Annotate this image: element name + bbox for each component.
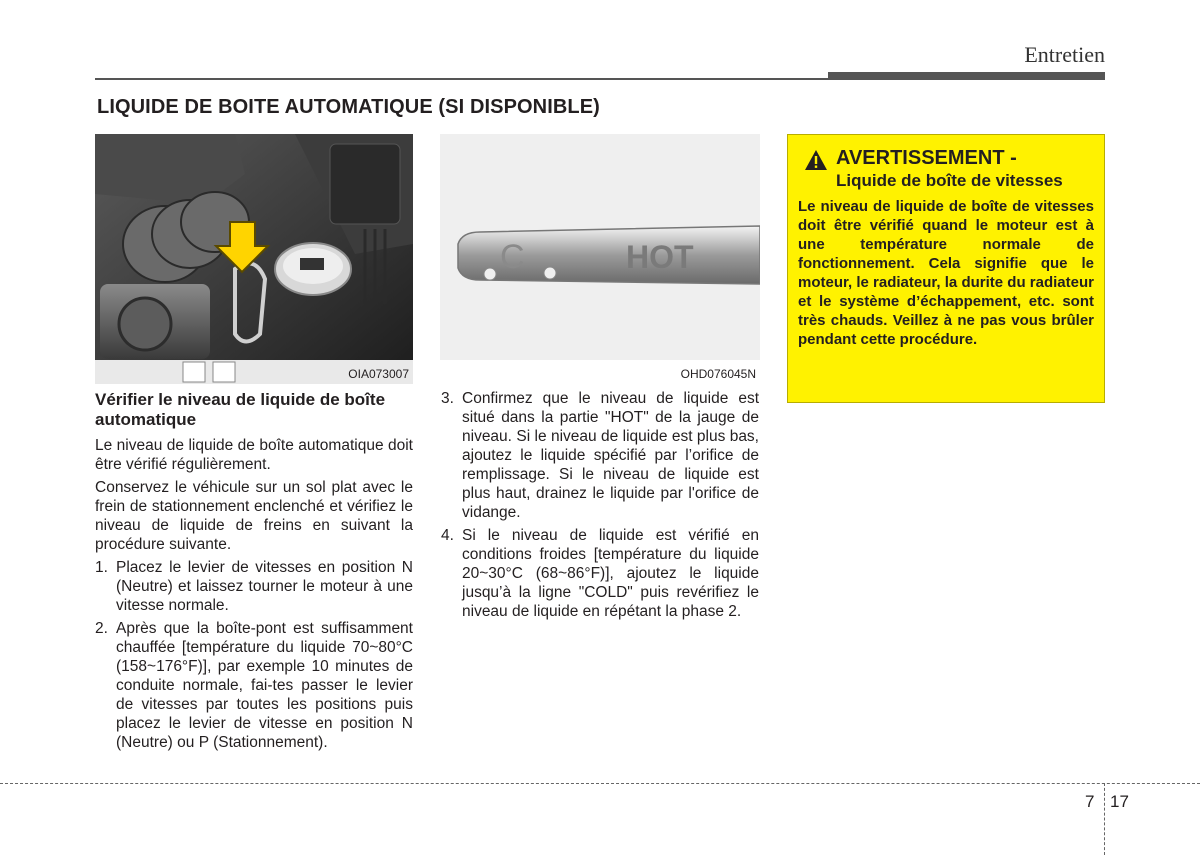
step-number: 3. (441, 390, 454, 407)
step-text: Confirmez que le niveau de liquide est situé dans la partie "HOT" de la jauge de niveau. Si le niveau de liquide est plus bas, ajoutez le liquide spécifié par l’orifice de remplissage. Si le niveau de liquide est plus haut, drainez le liquide par l'orifice de vidange. (462, 390, 759, 521)
step-item (95, 619, 413, 752)
section-title: LIQUIDE DE BOITE AUTOMATIQUE (SI DISPONIBLE) (97, 96, 600, 118)
step-text: Si le niveau de liquide est vérifié en conditions froides [température du liquide 20~30°C (68~86°F)], ajoutez le liquide jusqu’à la ligne "COLD" puis revérifiez le niveau de liquide en répétant la phase 2. (462, 527, 759, 620)
dipstick-cold-mark: C (500, 238, 525, 276)
footer-divider (0, 783, 1200, 784)
chapter-title: Entretien (1024, 42, 1105, 67)
header-rule (95, 78, 828, 80)
figure-code: OIA073007 (348, 367, 409, 381)
warning-triangle-icon (804, 149, 828, 171)
paragraph: Conservez le véhicule sur un sol plat avec le frein de stationnement enclenché et vérifiez le niveau de liquide de freins en suivant la procédure suivante. (95, 479, 413, 553)
step-text: Après que la boîte-pont est suffisamment chauffée [température du liquide 70~80°C (158~176°F)], par exemple 10 minutes de conduite normale, fai-tes passer le levier de vitesses par toutes les positions puis placez le levier de vitesse en position N (Neutre) ou P (Stationnement). (116, 620, 413, 751)
procedure-steps-continued (441, 389, 759, 621)
dipstick-illustration (440, 134, 760, 384)
page-number: 17 (1110, 792, 1129, 811)
step-text: Placez le levier de vitesses en position N (Neutre) et laissez tourner le moteur à une vitesse normale. (116, 559, 413, 614)
procedure-steps (95, 558, 413, 752)
left-column (95, 390, 413, 756)
warning-body: Le niveau de liquide de boîte de vitesses doit être vérifié quand le moteur est à une température normale de fonctionnement. Cela signifie que le moteur, le radiateur, la durite du radiateur et le système d’échappement, etc. sont très chauds. Veillez à ne pas vous brûler pendant cette procédure. (798, 198, 1094, 348)
warning-box (787, 134, 1105, 403)
footer-page-divider (1104, 783, 1105, 855)
step-number: 4. (441, 527, 454, 544)
step-number: 1. (95, 559, 108, 576)
dipstick-hot-mark: HOT (626, 239, 694, 275)
step-item (95, 558, 413, 615)
middle-column (441, 389, 759, 625)
warning-title: AVERTISSEMENT - (836, 147, 1017, 169)
figure-code: OHD076045N (680, 367, 756, 381)
chapter-number: 7 (1085, 792, 1095, 811)
dipstick-photo (440, 134, 760, 384)
step-item (441, 526, 759, 621)
step-number: 2. (95, 620, 108, 637)
engine-bay-illustration (95, 134, 413, 384)
subsection-heading: Vérifier le niveau de liquide de boîte automatique (95, 390, 386, 429)
warning-subtitle: Liquide de boîte de vitesses (836, 171, 1063, 190)
step-item (441, 389, 759, 522)
header-rule-accent (828, 72, 1105, 80)
engine-bay-photo (95, 134, 413, 384)
paragraph: Le niveau de liquide de boîte automatique doit être vérifié régulièrement. (95, 437, 413, 473)
